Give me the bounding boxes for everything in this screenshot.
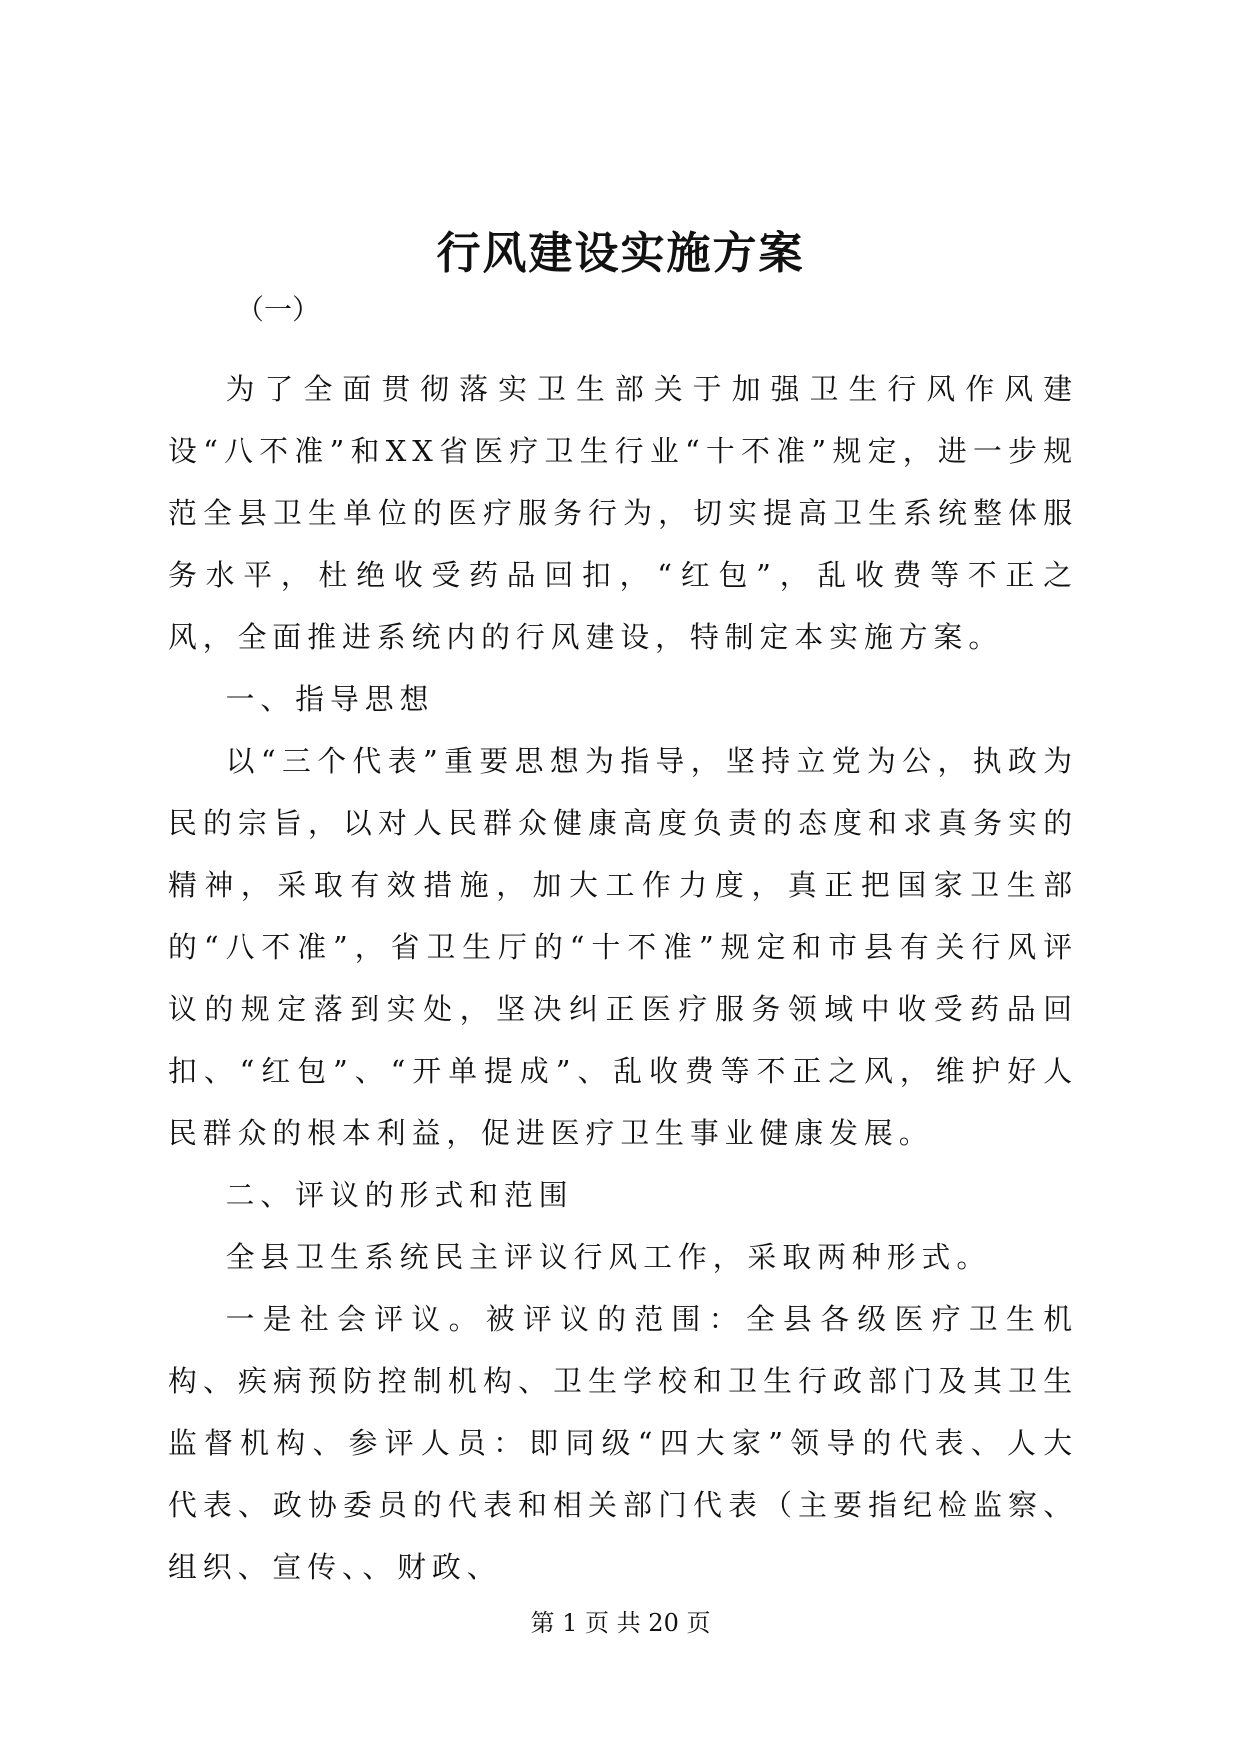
heading-evaluation-scope: 二、评议的形式和范围: [225, 1178, 574, 1212]
paragraph-social-evaluation: 一是社会评议。被评议的范围：全县各级医疗卫生机构、疾病预防控制机构、卫生学校和卫生行政部门及其卫生监督机构、参评人员：即同级“四大家”领导的代表、人大代表、政协委员的代表和相关部门代表（主要指纪检监察、组织、宣传、、财政、: [168, 1302, 1078, 1584]
heading-guiding-ideology: 一、指导思想: [225, 682, 435, 716]
document-body: [168, 358, 1078, 1598]
page-footer: 第 1 页 共 20 页: [530, 1609, 711, 1637]
document-subtitle: （一）: [236, 293, 321, 326]
document-title: 行风建设实施方案: [436, 228, 805, 279]
paragraph-guiding-ideology: 以“三个代表”重要思想为指导，坚持立党为公，执政为民的宗旨，以对人民群众健康高度负责的态度和求真务实的精神，采取有效措施，加大工作力度，真正把国家卫生部的“八不准”，省卫生厅的“十不准”规定和市县有关行风评议的规定落到实处，坚决纠正医疗服务领域中收受药品回扣、“红包”、“开单提成”、乱收费等不正之风，维护好人民群众的根本利益，促进医疗卫生事业健康发展。: [168, 744, 1078, 1150]
paragraph-evaluation-forms: 全县卫生系统民主评议行风工作，采取两种形式。: [225, 1240, 992, 1274]
paragraph-intro: 为了全面贯彻落实卫生部关于加强卫生行风作风建设“八不准”和XX省医疗卫生行业“十不准”规定，进一步规范全县卫生单位的医疗服务行为，切实提高卫生系统整体服务水平，杜绝收受药品回扣，“红包”，乱收费等不正之风，全面推进系统内的行风建设，特制定本实施方案。: [168, 372, 1078, 654]
